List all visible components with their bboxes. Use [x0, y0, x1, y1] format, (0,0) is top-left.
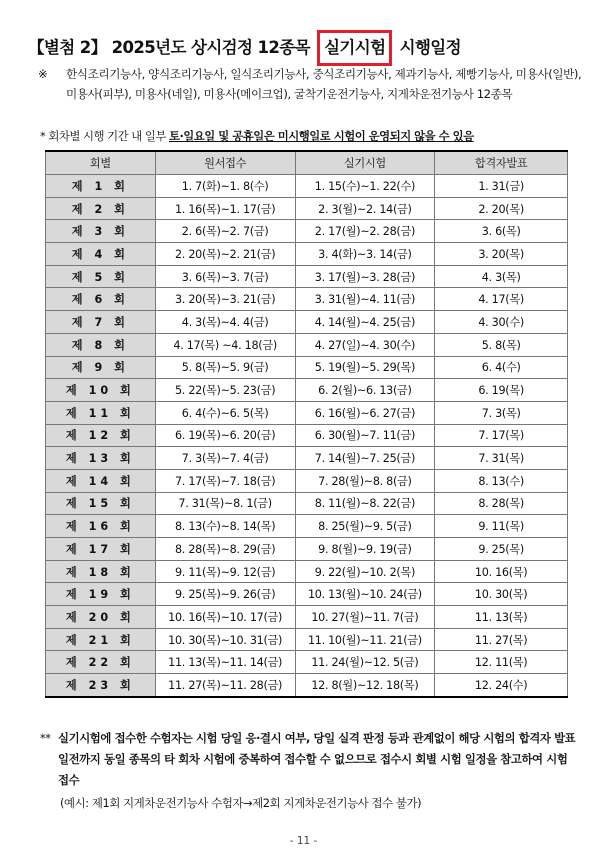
announcement-date-cell: 8. 28(목): [435, 492, 568, 515]
round-cell: 제 17 회: [46, 538, 156, 561]
exam-period-cell: 7. 14(월)~7. 25(금): [295, 447, 435, 470]
table-row: [46, 311, 568, 334]
table-row: [46, 492, 568, 515]
round-cell: 제 1 회: [46, 175, 156, 198]
announcement-date-cell: 12. 24(수): [435, 674, 568, 697]
round-cell: 제 13 회: [46, 447, 156, 470]
exam-period-cell: 1. 15(수)~1. 22(수): [295, 175, 435, 198]
round-cell: 제 18 회: [46, 560, 156, 583]
announcement-date-cell: 2. 20(목): [435, 197, 568, 220]
round-cell: 제 6 회: [46, 288, 156, 311]
round-cell: 제 20 회: [46, 606, 156, 629]
header-application: 원서접수: [155, 151, 295, 175]
application-period-cell: 2. 20(목)~2. 21(금): [155, 243, 295, 266]
round-cell: 제 7 회: [46, 311, 156, 334]
schedule-table: [45, 150, 568, 698]
announcement-date-cell: 9. 25(목): [435, 538, 568, 561]
table-row: [46, 356, 568, 379]
announcement-date-cell: 6. 4(수): [435, 356, 568, 379]
table-row: [46, 243, 568, 266]
table-row: [46, 288, 568, 311]
exam-period-cell: 9. 22(월)~10. 2(목): [295, 560, 435, 583]
round-cell: 제 22 회: [46, 651, 156, 674]
application-period-cell: 4. 3(목)~4. 4(금): [155, 311, 295, 334]
exam-period-cell: 6. 16(월)~6. 27(금): [295, 401, 435, 424]
header-practical-exam: 실기시험: [295, 151, 435, 175]
round-cell: 제 15 회: [46, 492, 156, 515]
table-row: [46, 515, 568, 538]
application-period-cell: 5. 8(목)~5. 9(금): [155, 356, 295, 379]
table-row: [46, 583, 568, 606]
round-cell: 제 4 회: [46, 243, 156, 266]
application-period-cell: 7. 17(목)~7. 18(금): [155, 469, 295, 492]
round-cell: 제 2 회: [46, 197, 156, 220]
exam-period-cell: 3. 17(월)~3. 28(금): [295, 265, 435, 288]
exam-period-cell: 3. 31(월)~4. 11(금): [295, 288, 435, 311]
footnote-text: 실기시험에 접수한 수험자는 시험 당일 응·결시 여부, 당일 실격 판정 등과 관계없이 해당 시험의 합격자 발표일전까지 동일 종목의 타 회차 시험에 중복하여 접수할 수 없으므로 접수시 회별 시험 일정을 참고하여 시험 접수: [58, 731, 576, 787]
table-header-row: [46, 151, 568, 175]
application-period-cell: 10. 30(목)~10. 31(금): [155, 628, 295, 651]
application-period-cell: 5. 22(목)~5. 23(금): [155, 379, 295, 402]
announcement-date-cell: 11. 27(목): [435, 628, 568, 651]
announcement-date-cell: 1. 31(금): [435, 175, 568, 198]
table-row: [46, 265, 568, 288]
application-period-cell: 8. 13(수)~8. 14(목): [155, 515, 295, 538]
exam-period-cell: 8. 25(월)~9. 5(금): [295, 515, 435, 538]
round-cell: 제 12 회: [46, 424, 156, 447]
exam-period-cell: 6. 2(월)~6. 13(금): [295, 379, 435, 402]
application-period-cell: 9. 11(목)~9. 12(금): [155, 560, 295, 583]
exam-period-cell: 10. 27(월)~11. 7(금): [295, 606, 435, 629]
header-result-announcement: 합격자발표: [435, 151, 568, 175]
exam-period-cell: 10. 13(월)~10. 24(금): [295, 583, 435, 606]
announcement-date-cell: 3. 20(목): [435, 243, 568, 266]
application-period-cell: 3. 6(목)~3. 7(금): [155, 265, 295, 288]
application-period-cell: 9. 25(목)~9. 26(금): [155, 583, 295, 606]
header-round: 회별: [46, 151, 156, 175]
application-period-cell: 10. 16(목)~10. 17(금): [155, 606, 295, 629]
announcement-date-cell: 4. 3(목): [435, 265, 568, 288]
exam-period-cell: 11. 10(월)~11. 21(금): [295, 628, 435, 651]
note-mark: ※: [38, 67, 48, 81]
announcement-date-cell: 10. 30(목): [435, 583, 568, 606]
table-row: [46, 674, 568, 697]
caution-emphasis: 토·일요일 및 공휴일은 미시행일로 시험이 운영되지 않을 수 있음: [168, 129, 474, 143]
announcement-date-cell: 12. 11(목): [435, 651, 568, 674]
exam-period-cell: 11. 24(월)~12. 5(금): [295, 651, 435, 674]
application-period-cell: 3. 20(목)~3. 21(금): [155, 288, 295, 311]
announcement-date-cell: 5. 8(목): [435, 333, 568, 356]
application-period-cell: 1. 16(목)~1. 17(금): [155, 197, 295, 220]
table-row: [46, 538, 568, 561]
title-text: 【별첨 2】 2025년도 상시검정 12종목: [28, 38, 310, 57]
application-period-cell: 11. 13(목)~11. 14(금): [155, 651, 295, 674]
table-body: [46, 175, 568, 697]
round-cell: 제 14 회: [46, 469, 156, 492]
table-row: [46, 197, 568, 220]
exam-period-cell: 3. 4(화)~3. 14(금): [295, 243, 435, 266]
table-row: [46, 220, 568, 243]
exam-period-cell: 6. 30(월)~7. 11(금): [295, 424, 435, 447]
exam-period-cell: 2. 17(월)~2. 28(금): [295, 220, 435, 243]
round-cell: 제 16 회: [46, 515, 156, 538]
round-cell: 제 21 회: [46, 628, 156, 651]
announcement-date-cell: 11. 13(목): [435, 606, 568, 629]
round-cell: 제 3 회: [46, 220, 156, 243]
round-cell: 제 10 회: [46, 379, 156, 402]
table-row: [46, 424, 568, 447]
application-period-cell: 2. 6(목)~2. 7(금): [155, 220, 295, 243]
footnote-example: (예시: 제1회 지게차운전기능사 수험자→제2회 지게차운전기능사 접수 불가): [60, 796, 422, 810]
exam-period-cell: 7. 28(월)~8. 8(금): [295, 469, 435, 492]
announcement-date-cell: 10. 16(목): [435, 560, 568, 583]
announcement-date-cell: 4. 17(목): [435, 288, 568, 311]
table-row: [46, 469, 568, 492]
application-period-cell: 4. 17(목) ~4. 18(금): [155, 333, 295, 356]
table-row: [46, 447, 568, 470]
round-cell: 제 19 회: [46, 583, 156, 606]
note-text: 한식조리기능사, 양식조리기능사, 일식조리기능사, 중식조리기능사, 제과기능사, 제빵기능사, 미용사(일반), 미용사(피부), 미용사(네일), 미용사(메이크업), 굴착기운전기능사, 지게차운전기능사 12종목: [66, 67, 582, 101]
exam-period-cell: 4. 27(일)~4. 30(수): [295, 333, 435, 356]
table-row: [46, 651, 568, 674]
document-title: [28, 30, 461, 66]
table-row: [46, 175, 568, 198]
round-cell: 제 11 회: [46, 401, 156, 424]
exam-period-cell: 5. 19(월)~5. 29(목): [295, 356, 435, 379]
exam-period-cell: 12. 8(월)~12. 18(목): [295, 674, 435, 697]
footnote-mark: **: [40, 731, 51, 745]
exam-period-cell: 9. 8(월)~9. 19(금): [295, 538, 435, 561]
application-period-cell: 11. 27(목)~11. 28(금): [155, 674, 295, 697]
announcement-date-cell: 3. 6(목): [435, 220, 568, 243]
application-period-cell: 8. 28(목)~8. 29(금): [155, 538, 295, 561]
announcement-date-cell: 6. 19(목): [435, 379, 568, 402]
exam-period-cell: 8. 11(월)~8. 22(금): [295, 492, 435, 515]
schedule-caution-note: [40, 128, 474, 144]
table-row: [46, 379, 568, 402]
announcement-date-cell: 8. 13(수): [435, 469, 568, 492]
announcement-date-cell: 4. 30(수): [435, 311, 568, 334]
caution-prefix: * 회차별 시행 기간 내 일부: [40, 129, 166, 143]
announcement-date-cell: 7. 31(목): [435, 447, 568, 470]
table-row: [46, 606, 568, 629]
exam-period-cell: 4. 14(월)~4. 25(금): [295, 311, 435, 334]
announcement-date-cell: 7. 3(목): [435, 401, 568, 424]
title-suffix: 시행일정: [399, 38, 461, 57]
announcement-date-cell: 9. 11(목): [435, 515, 568, 538]
application-period-cell: 1. 7(화)~1. 8(수): [155, 175, 295, 198]
round-cell: 제 9 회: [46, 356, 156, 379]
round-cell: 제 8 회: [46, 333, 156, 356]
page-number: - 11 -: [289, 835, 318, 847]
announcement-date-cell: 7. 17(목): [435, 424, 568, 447]
table-row: [46, 401, 568, 424]
table-row: [46, 560, 568, 583]
round-cell: 제 5 회: [46, 265, 156, 288]
application-period-cell: 7. 3(목)~7. 4(금): [155, 447, 295, 470]
title-highlight-box: 실기시험: [317, 30, 392, 66]
application-period-cell: 6. 4(수)~6. 5(목): [155, 401, 295, 424]
application-period-cell: 7. 31(목)~8. 1(금): [155, 492, 295, 515]
exam-period-cell: 2. 3(월)~2. 14(금): [295, 197, 435, 220]
table-row: [46, 333, 568, 356]
application-period-cell: 6. 19(목)~6. 20(금): [155, 424, 295, 447]
round-cell: 제 23 회: [46, 674, 156, 697]
table-row: [46, 628, 568, 651]
